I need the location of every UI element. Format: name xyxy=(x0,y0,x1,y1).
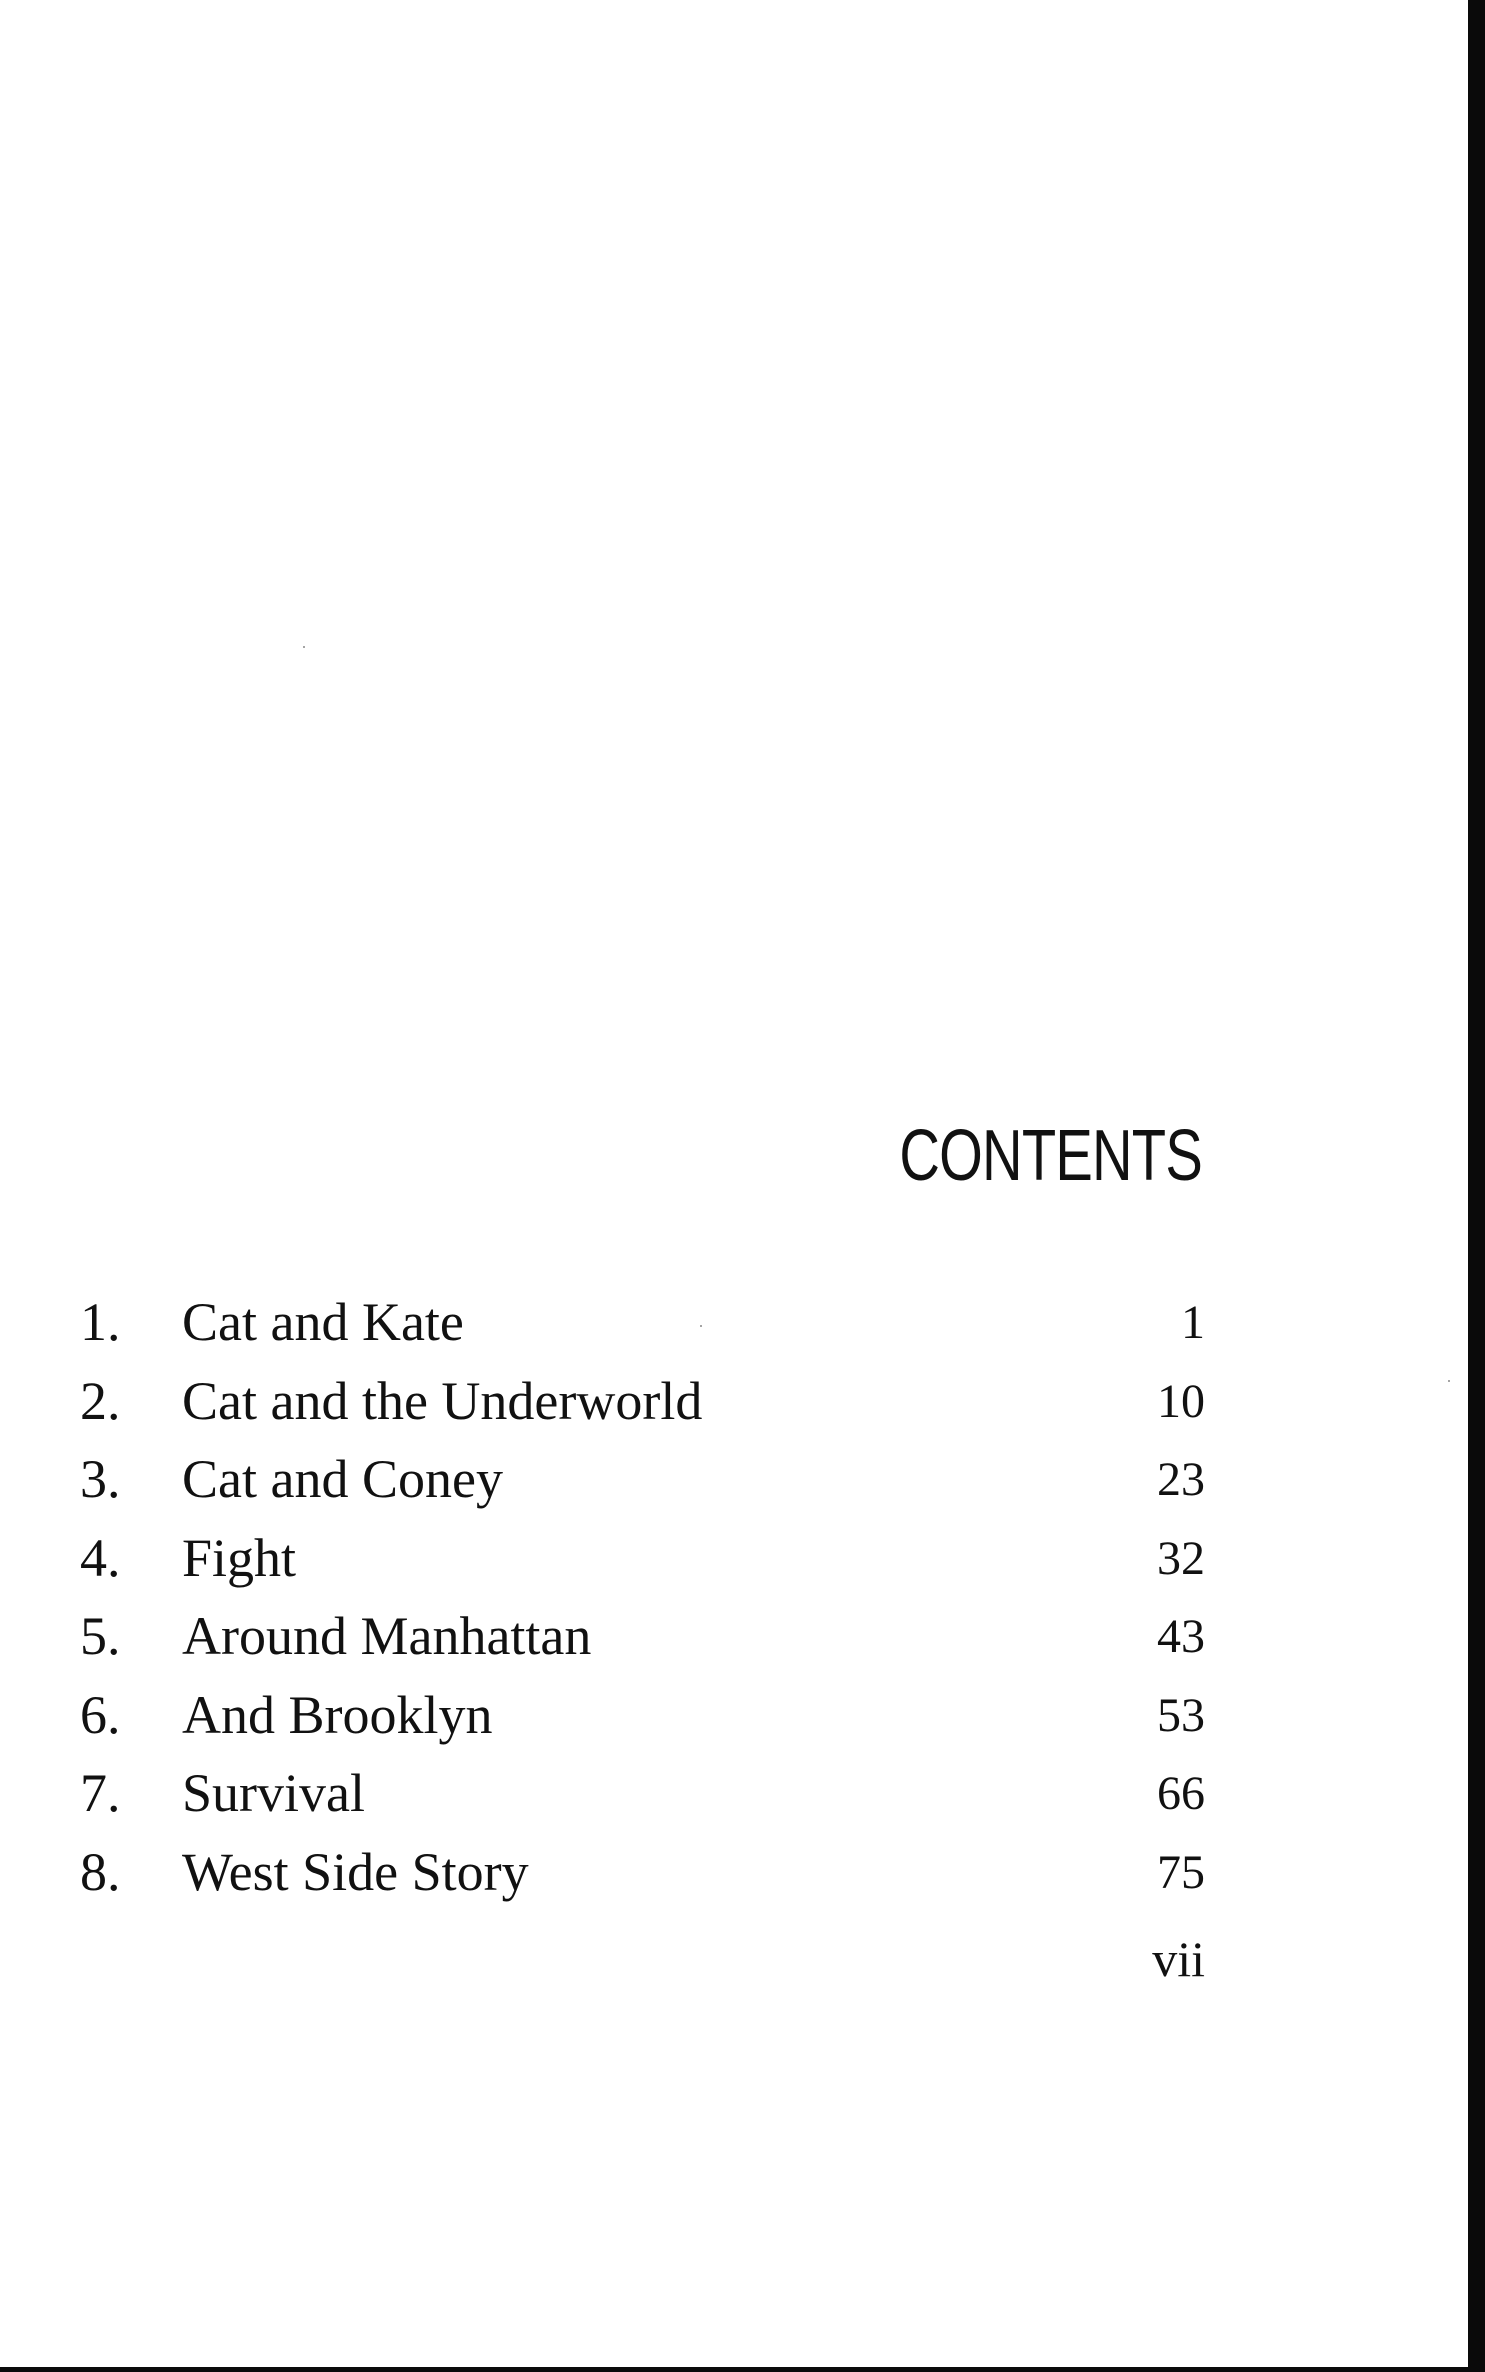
chapter-number: 4. xyxy=(80,1527,121,1588)
toc-entry xyxy=(0,1606,1485,1688)
chapter-title: Around Manhattan xyxy=(182,1606,592,1666)
toc-entry xyxy=(0,1370,1485,1453)
toc-entry xyxy=(0,1527,1485,1610)
chapter-title: Cat and Coney xyxy=(182,1449,503,1509)
chapter-page: 75 xyxy=(1157,1845,1205,1899)
chapter-title: Survival xyxy=(182,1763,365,1823)
toc-entry xyxy=(0,1292,1485,1374)
chapter-title: Fight xyxy=(182,1527,297,1588)
chapter-number: 2. xyxy=(80,1370,121,1431)
chapter-title: Cat and Kate xyxy=(182,1292,464,1352)
chapter-page: 66 xyxy=(1157,1767,1205,1820)
scan-speck xyxy=(303,646,305,648)
toc-entry xyxy=(0,1763,1485,1845)
chapter-page: 23 xyxy=(1157,1453,1205,1506)
toc-entry xyxy=(0,1684,1485,1767)
scan-edge-bottom xyxy=(0,2367,1485,2372)
chapter-number: 5. xyxy=(80,1606,121,1666)
page-folio: vii xyxy=(1152,1931,1205,1987)
chapter-title: Cat and the Underworld xyxy=(182,1370,703,1431)
scan-edge-right xyxy=(1468,0,1485,2372)
chapter-number: 3. xyxy=(80,1449,121,1509)
chapter-page: 32 xyxy=(1157,1531,1205,1585)
chapter-number: 1. xyxy=(80,1292,121,1352)
chapter-number: 7. xyxy=(80,1763,121,1823)
toc-entry xyxy=(0,1841,1485,1924)
chapter-page: 1 xyxy=(1181,1296,1205,1349)
toc-entry xyxy=(0,1449,1485,1531)
table-of-contents xyxy=(0,1292,1485,1923)
chapter-number: 6. xyxy=(80,1684,121,1745)
chapter-page: 53 xyxy=(1157,1688,1205,1742)
chapter-number: 8. xyxy=(80,1841,121,1902)
chapter-title: And Brooklyn xyxy=(182,1684,493,1745)
chapter-page: 43 xyxy=(1157,1610,1205,1663)
chapter-title: West Side Story xyxy=(182,1841,529,1902)
contents-heading: CONTENTS xyxy=(899,1116,1202,1196)
chapter-page: 10 xyxy=(1157,1374,1205,1428)
